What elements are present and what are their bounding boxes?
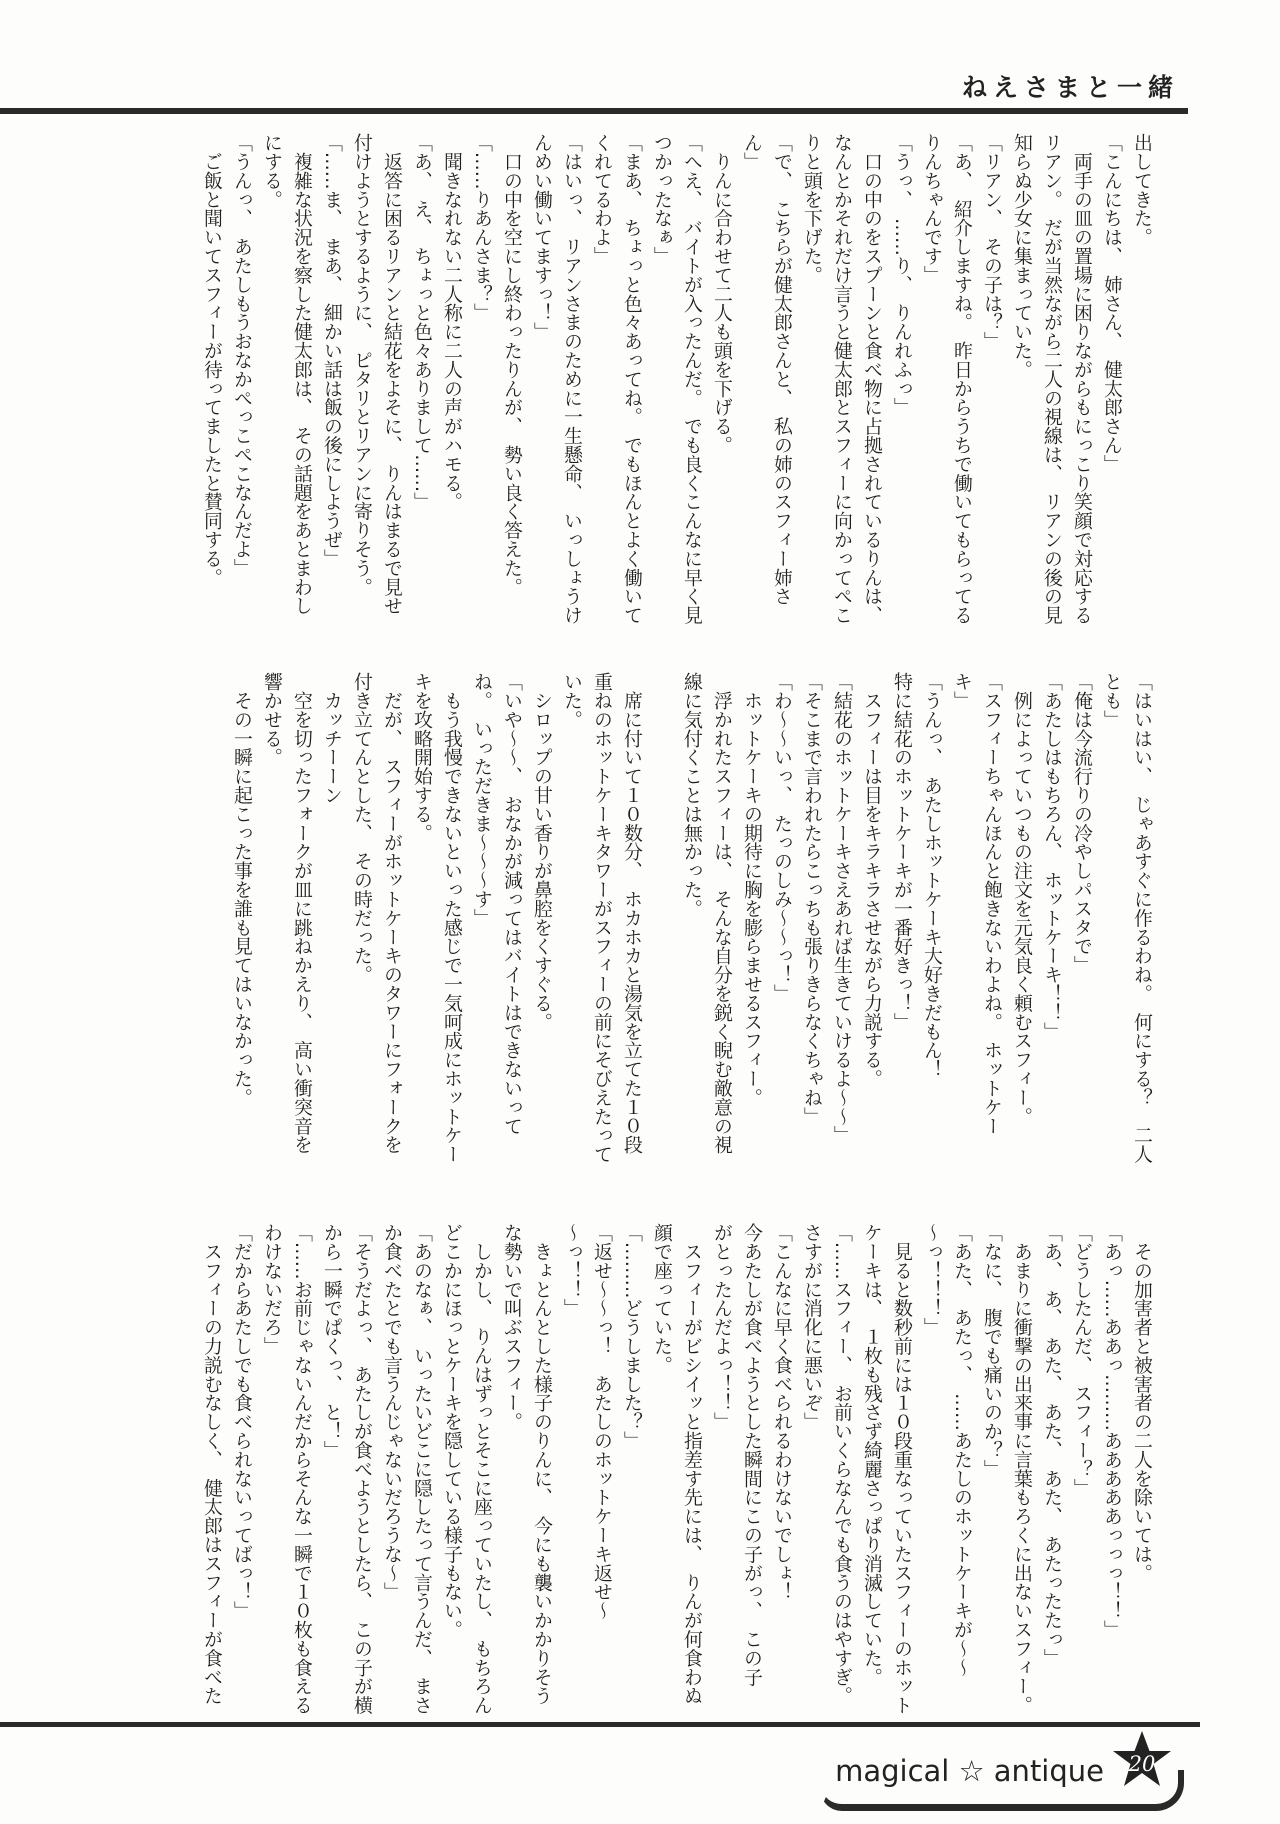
text-column: ～っ！！」 — [561, 1223, 583, 1318]
text-column: 空を切ったフォークが皿に跳ねかえり、 高い衝突音を — [291, 672, 313, 1154]
text-column: ホットケーキの期待に胸を膨らませるスフィー。 — [741, 672, 763, 1107]
text-column: 複雑な状況を察した健太郎は、 その話題をあとまわし — [291, 133, 313, 615]
text-column: キを攻略開始する。 — [411, 672, 433, 843]
text-column: 口の中のをスプーンと食べ物に占拠されているりんは、 — [861, 133, 883, 625]
text-column: 「どうしたんだ、 スフィー？」 — [1071, 1223, 1093, 1498]
text-column: スフィーは目をキラキラさせながら力説する。 — [861, 672, 883, 1088]
text-column: 響かせる。 — [261, 672, 283, 767]
text-column: 「あた、 あたっ、 ……あたしのホットケーキが～～ — [951, 1223, 973, 1677]
text-column: しかし、 りんはずっとそこに座っていたし、 もちろん — [471, 1223, 493, 1715]
text-column: 見ると数秒前には１０段重なっていたスフィーのホット — [891, 1223, 913, 1715]
text-column: 今あたしが食べようとした瞬間にこの子がっ、 この子 — [741, 1223, 763, 1687]
text-column: 「リアン、 その子は？」 — [981, 133, 1003, 351]
text-column: りんちゃんです」 — [921, 133, 943, 285]
text-column — [647, 672, 677, 1164]
footer-divider — [0, 1722, 1200, 1727]
text-column: 「なに、 腹でも痛いのか？」 — [981, 1223, 1003, 1479]
text-column: 「いや～～、 おなかが減ってはバイトはできないって — [501, 672, 523, 1136]
text-column: がとったんだよっ！！」 — [711, 1223, 733, 1431]
text-column: にする。 — [261, 133, 283, 209]
text-column: 「はいはい、 じゃあすぐに作るわね。 何にする？ 二人 — [1131, 672, 1153, 1164]
text-column: 「……スフィー、 お前いくらなんでも食うのはやすぎ。 — [831, 1223, 853, 1705]
text-column: 聞きなれない二人称に二人の声がハモる。 — [441, 133, 463, 511]
text-column: スフィーの力説むなしく、 健太郎はスフィーが食べた — [201, 1223, 223, 1705]
text-column: シロップの甘い香りが鼻腔をくすぐる。 — [531, 672, 553, 1032]
text-column: 「だからあたしでも食べられないってばっ！」 — [231, 1223, 253, 1620]
text-column: 「まあ、 ちょっと色々あってね。 でもほんとよく働いて — [621, 133, 643, 625]
text-column: 「あっ……ああっ………あああああっっっ！！」 — [1101, 1223, 1123, 1639]
text-column: 席に付いて１０数分、 ホカホカと湯気を立てた１０段 — [621, 672, 643, 1154]
text-column: 「そこまで言われたらこっちも張りきらなくちゃね」 — [801, 672, 823, 1126]
text-column: スフィーがビシイッと指差す先には、 りんが何食わぬ — [681, 1223, 703, 1705]
text-column: 「そうだよっ、 あたしが食べようとしたら、 この子が横 — [351, 1223, 373, 1715]
text-column: な勢いで叫ぶスフィー。 — [501, 1223, 523, 1431]
text-column: 「へえ、 バイトが入ったんだ。 でも良くこんなに早く見 — [681, 133, 703, 625]
text-column: 「……ま、 まあ、 細かい話は飯の後にしようぜ」 — [321, 133, 343, 568]
text-column: キ」 — [951, 672, 973, 710]
text-column: さすがに消化に悪いぞ」 — [801, 1223, 823, 1431]
text-column: 「……りあんさま？」 — [471, 133, 493, 322]
text-column: 出してきた。 — [1131, 133, 1153, 247]
text-column: だが、 スフィーがホットケーキのタワーにフォークを — [381, 672, 403, 1154]
footer-title: magical ☆ antique — [835, 1754, 1104, 1788]
text-column: ケーキは、 １枚も残さず綺麗さっぱり消滅していた。 — [861, 1223, 883, 1687]
text-column: 「うんっ、 あたしホットケーキ大好きだもん！ — [921, 672, 943, 1079]
text-column: から一瞬でぱくっ、 と！」 — [321, 1223, 343, 1460]
text-column: 付けようとするように、 ピタリとリアンに寄りそう。 — [351, 133, 373, 597]
text-column: きょとんとした様子のりんに、 今にも襲いかかりそう — [531, 1223, 553, 1705]
text-column: 「あたしはもちろん、 ホットケーキ！！」 — [1041, 672, 1063, 1041]
text-column: 「結花のホットケーキさえあれば生きていけるよ～～」 — [831, 672, 853, 1145]
text-block-bottom — [197, 1223, 1157, 1715]
text-column: 「こんなに早く食べられるわけないでしょ！ — [771, 1223, 793, 1601]
text-column: 例によっていつもの注文を元気良く頼むスフィー。 — [1011, 672, 1033, 1126]
text-column: もう我慢できないといった感じで一気呵成にホットケー — [441, 672, 463, 1164]
text-column: 「あのなぁ、 いったいどこに隠したって言うんだ、 まさ — [411, 1223, 433, 1715]
text-column: 「うっ、 ……り、 りんれふっ」 — [891, 133, 913, 417]
text-column: わけないだろ」 — [261, 1223, 283, 1356]
text-column: 「スフィーちゃんほんと飽きないわよね。 ホットケー — [981, 672, 1003, 1136]
text-column: 線に気付くことは無かった。 — [681, 672, 703, 918]
text-column: か食べたとでも言うんじゃないだろうな～」 — [381, 1223, 403, 1601]
text-column: 重ねのホットケーキタワーがスフィーの前にそびえたって — [591, 672, 613, 1164]
text-column: 「返せ～～っ！ あたしのホットケーキ返せ～ — [591, 1223, 613, 1620]
text-column: 「あ、 紹介しますね。 昨日からうちで働いてもらってる — [951, 133, 973, 625]
header-divider — [0, 108, 1188, 114]
text-column: 「うんっ、 あたしもうおなかぺっこぺこなんだよ」 — [231, 133, 253, 578]
text-column: ご飯と聞いてスフィーが待ってましたと賛同する。 — [201, 133, 223, 587]
text-column: ん」 — [741, 133, 763, 171]
text-column: 口の中を空にし終わったりんが、 勢い良く答えた。 — [501, 133, 523, 597]
text-column: りんに合わせて二人も頭を下げる。 — [711, 133, 733, 455]
text-column: 顔で座っていた。 — [651, 1223, 673, 1375]
text-column: つかったなぁ」 — [651, 133, 673, 266]
text-block-top — [197, 133, 1157, 625]
text-column: 「あ、 あ、 あた、 あた、 あた、 あたったたっ」 — [1041, 1223, 1063, 1668]
text-column: 浮かれたスフィーは、 そんな自分を鋭く睨む敵意の視 — [711, 672, 733, 1154]
text-column: 返答に困るリアンと結花をよそに、 りんはまるで見せ — [381, 133, 403, 615]
text-block-middle — [197, 672, 1157, 1164]
text-column: んめい働いてますっ！」 — [531, 133, 553, 341]
text-column: カッチーーン — [321, 672, 343, 805]
text-column: 「あ、 え、 ちょっと色々ありまして……」 — [411, 133, 433, 511]
text-column: 知らぬ少女に集まっていた。 — [1011, 133, 1033, 379]
text-column: とも」 — [1101, 672, 1123, 729]
text-column: いた。 — [561, 672, 583, 729]
running-header-title: ねえさまと一緒 — [962, 73, 1180, 102]
text-column: りと頭を下げた。 — [801, 133, 823, 285]
text-column: ～っ！！！」 — [921, 1223, 943, 1337]
text-column: 「はいっ、 リアンさまのために一生懸命、 いっしょうけ — [561, 133, 583, 625]
text-column: 「で、 こちらが健太郎さんと、 私の姉のスフィー姉さ — [771, 133, 793, 606]
text-column: 「わ～～いっ、 たっのしみ～～っ！」 — [771, 672, 793, 1003]
text-column: 「俺は今流行りの冷やしパスタで」 — [1071, 672, 1093, 975]
text-column: その一瞬に起こった事を誰も見てはいなかった。 — [231, 672, 253, 1107]
text-column: なんとかそれだけ言うと健太郎とスフィーに向かってぺこ — [831, 133, 853, 625]
text-column: 「……お前じゃないんだからそんな一瞬で１０枚も食える — [291, 1223, 313, 1715]
text-column: ね。 いっただきま～～～す」 — [471, 672, 493, 928]
text-column: 「………どうしました？」 — [621, 1223, 643, 1450]
text-column: 特に結花のホットケーキが一番好きっ！」 — [891, 672, 913, 1032]
text-column: リアン。 だが当然ながら二人の視線は、 リアンの後の見 — [1041, 133, 1063, 625]
text-column: 付き立てんとした、 その時だった。 — [351, 672, 373, 984]
text-column: くれてるわよ」 — [591, 133, 613, 266]
text-column: どこかにほっとケーキを隠している様子もない。 — [441, 1223, 463, 1639]
text-column: 両手の皿の置場に困りながらもにっこり笑顔で対応する — [1071, 133, 1093, 625]
text-column: あまりに衝撃の出来事に言葉もろくに出ないスフィー。 — [1011, 1223, 1033, 1715]
page-number: 20 — [1128, 1752, 1156, 1776]
text-column: その加害者と被害者の二人を除いては。 — [1131, 1223, 1153, 1583]
text-column: 「こんにちは、 姉さん、 健太郎さん」 — [1101, 133, 1123, 474]
